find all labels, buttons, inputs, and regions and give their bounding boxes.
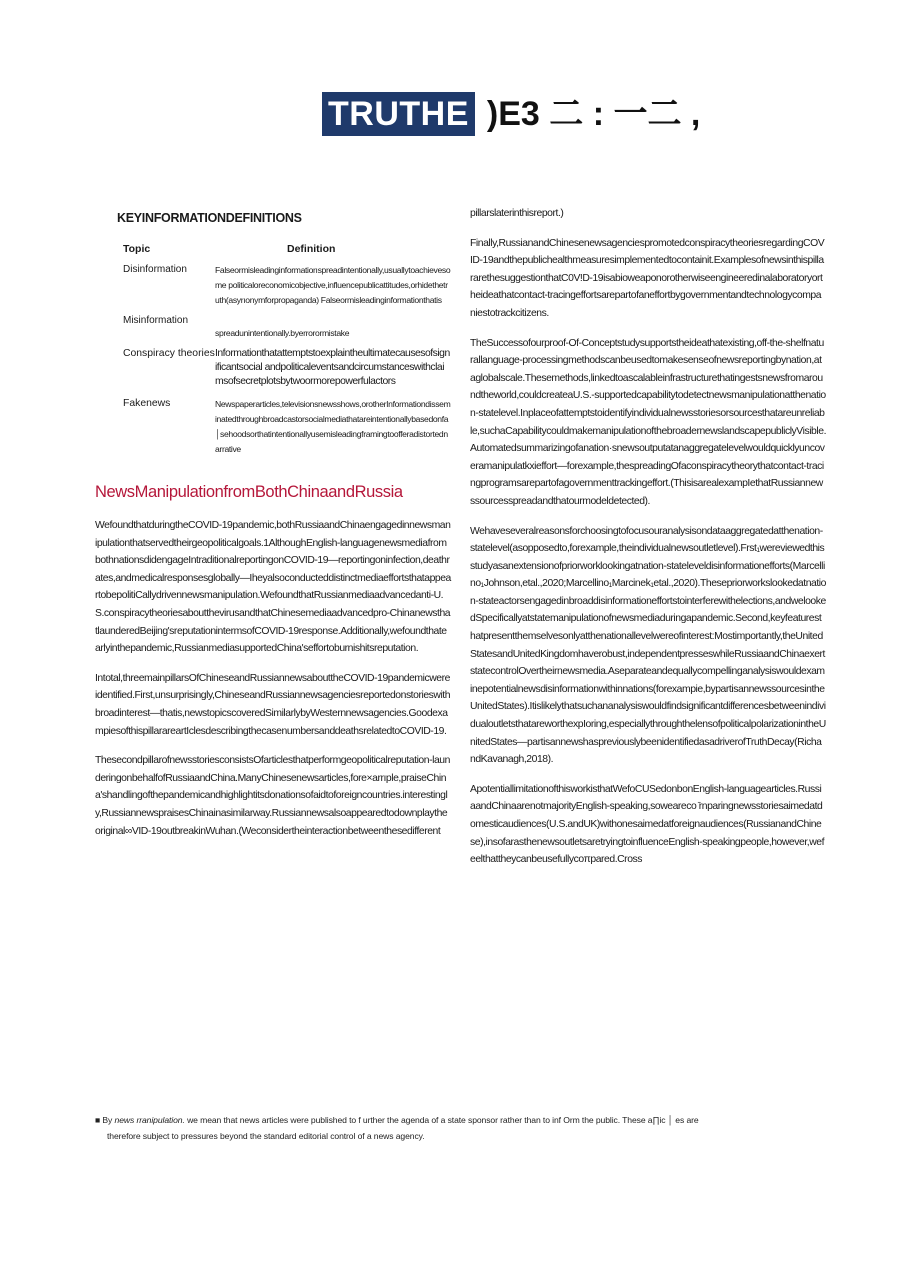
definition-row-fakenews (95, 397, 451, 457)
left-column (95, 205, 451, 852)
definition-column-header: Definition (287, 243, 336, 255)
footnote (95, 1112, 775, 1144)
body-paragraph: ThesecondpillarofnewsstoriesconsistsOfarticlesthatperformgeopoliticalreputation-launderingonbehalfofRussiaandChina.ManyChinesenewsarticles,fore×arrıple,praiseChina'shandlingofthepandemicandhighlightitsdonationsofaidtoforeigncountries.interestingly,RussiannewspraisesChinainasimilarway.Russiannewsalsoappearedtodownplaytheoriginal∞VID-19outbreakinWuhan.(Weconsidertheinteractionbetweenthesedifferent (95, 755, 450, 837)
section-heading: NewsManipulationfromBothChinaandRussia (95, 483, 403, 501)
definition-text: Informationthatattemptstoexplaintheultimatecausesofsignificantsocial andpoliticaleventsandcircumstanceswithclaimsofsecretplotsbytwoormorepowerfulactors (215, 348, 450, 387)
key-info-title: KEYINFORMATIONDEFINITIONS (117, 211, 302, 225)
body-paragraph: Intotal,threemainpillarsOfChineseandRussiannewsabouttheCOVID-19pandemicwereidentified.First,unsurprisingly,ChineseandRussiannewsagenciesreportedonstorieswithbroadinterest—thatis,newstopicscoveredSimilarlybyWesternnewsagencies.GoodexampiesofthispillarareartIclesdescribingthecasenumbersanddeathsrelatedtoCOVID-19. (95, 672, 451, 737)
definition-topic: Misinformation (123, 315, 189, 326)
definition-topic: Disinformation (123, 264, 187, 275)
footnote-bullet: ■ (95, 1115, 101, 1125)
body-paragraph: Wehaveseveralreasonsforchoosingtofocusouranalysisondataaggregatedatthenation-statelevel(asopposedto,forexample,theindividualnewsoutletlevel).Frst₁wereviewedthisstudyasanextensionofpriorworklookingatnation-stateleveldisinformationefforts(Marcellino₁Johnson,etal.,2020;Marcellino₁Marcinek₁etal.,2020).Thesepriorworkslookedatnation-stateactorsengagedinbroaddisinformationeffortstointerferewithelections,andwelookedSpecificallyatstatemanipulationofnewsmediaduringapandemic.Second,keyfeaturesthatpresentthemselvesonlyatthenationallevelwereofinterest:Mostimportantly,theUnitedStatesandUnitedKingdomhaverobust,independentpresseswhileRussiaandChinaexertstatecontrolOvertheirnewsmedia.Aseparateandequallycompellinganalysiswouldexaminepotentialnewsdisinformationwithinnations(forexampie,bypartisannewssourcesintheUnitedStates).ItislikelythatsuchananalysiswouldfindsignificantdifferencesbetweenindividualoutletsthatareworthexpIoring,especiallythroughthelensofpoliticalpolarizationintheUnitedStates—partisannewshaspreviouslybeenidentifiedasadriverofTruthDecay(RichandKavanagh,2018). (470, 525, 826, 766)
body-paragraph: pillarslaterinthisreport.) (470, 208, 564, 219)
body-paragraph: WefoundthatduringtheCOVID-19pandemic,bothRussiaandChinaengagedinnewsmanipulationthatservedtheirgeopoliticalgoals.1AlthoughEnglish-languagenewsmediafrombothnationsdidengageIntraditionalreportingonCOVID-19—reportingoninfection,deathrates,andmedicalresponsesglobally—IheyalsoconducteddistinctmediaeffortsthatappeartobepolitiCallydrivennewsmanipulation.WefoundthatRussianmediaadvancedanti-U.S.conspiracytheoriesaboutthevirusandthatChinesemediaadvancedpro-ChinanewsthatlaunderedBeijing'sreputationintermsofCOVID-19response.Additionally,wefoundthatearlyinthepandemic,RussianmediasupportedChina'seffortoburnishitsreputation. (95, 520, 451, 655)
right-column (470, 205, 826, 881)
footnote-text-line2: therefore subject to pressures beyond the standard editorial control of a news agency. (107, 1131, 425, 1141)
report-header (322, 90, 700, 138)
body-paragraph: Finally,RussianandChinesenewsagenciespromotedconspiracytheoriesregardingCOVID-19andthepublichealthmeasuresimplementedtocontainit.ExamplesofnewsinthispillararethesuggestionthatC0V!D-19isabioweaponorotherwiseengineeredinalaboratoryortheideathatcontact-tracingeffortsarepartofaneffortbygovernmentandtechnologycompaniestotrackcitizens. (470, 237, 825, 319)
definition-row-conspiracy (95, 347, 451, 389)
definition-topic: Fakenews (123, 398, 171, 409)
footnote-prefix: By (102, 1115, 113, 1125)
topic-column-header: Topic (123, 243, 151, 255)
definition-text: spreadunintentionally.byerrorormistake (215, 328, 350, 338)
definition-text: Newspaperarticles,televisionsnewsshows,orotherInformationdisseminatedthroughbroadcastorsocialmediathatareintentionallybasedonfa│sehoodsorthatintentionallyusemisleadingframingtoofferadistortednarrative (215, 399, 451, 454)
definition-row-misinformation (95, 314, 451, 341)
body-paragraph: ApotentiallimitationofthisworkisthatWefoCUSedonbonEnglish-languagearticles.RussiaandChinaarenotmajorityEnglish-speaking,soweareco ̄rnparingnewsstoriesaimedatdomesticaudiences(U.S.andUK)withonesaimedatforeignaudiences(RussianandChinese),insofarasthenewsoutletsaretryingtoinfluenceEnglish-speakingpeople,however,wefeelthattheycanbeusefullycoπpared.Cross (470, 783, 825, 866)
body-paragraph: TheSuccessofourproof-Of-Conceptstudysupportstheideathatexisting,off-the-shelfnaturallanguage-processingmethodscanbeusedtomakesenseofnewsreportingbynation,ataglobalscale.Thesemethods,linkedtoascalableinfrastructurethatingestsnewsfromaroundtheworld,couldcreateaU.S.-supportedcapabilitytodetectnewsmanipulationatthenation-statelevel.Inplaceofattemptstoidentifyindividualnewsstoriesorsourcesthatareunreliable,suchaCapabilitycouldmakemanipulationofthebroadernewslandscapepubliclyVisible.Automatedsummarizingofanation·snewsoutputatanaggregatelevelwouldquicklyuncoveramanipulatkxieffort—forexample,thespreadingOfaconspiracytheorythatcontact-tracingprogramsarepartofagovernmenttrackingeffort.(ThisisarealexampIethatRussiannewssourcesspreadandthatourmodeldetected). (470, 337, 827, 507)
definition-topic: Conspiracy theories (123, 348, 215, 359)
footnote-italic-term: news rranipulation. (114, 1115, 185, 1125)
definition-row-disinformation (95, 263, 451, 308)
header-garbled-title: )E3 二 : 一二 , (486, 95, 701, 133)
footnote-text: we mean that news articles were published to f urther the agenda of a state sponsor rather than to inf Orm the public. These a∏ic │ es are (187, 1115, 699, 1125)
brand-logo-box: TRUTHE (322, 92, 475, 136)
definition-text: Falseormisleadinginformatiorıspreadintentionally,usuallytoachievesome politicaloreconomicobjective,influencepublicattitudes,orhidethetruth(asyrıonymforpropaganda) Falseormisleadinginformationthatis (215, 265, 451, 305)
definitions-header (95, 243, 451, 255)
